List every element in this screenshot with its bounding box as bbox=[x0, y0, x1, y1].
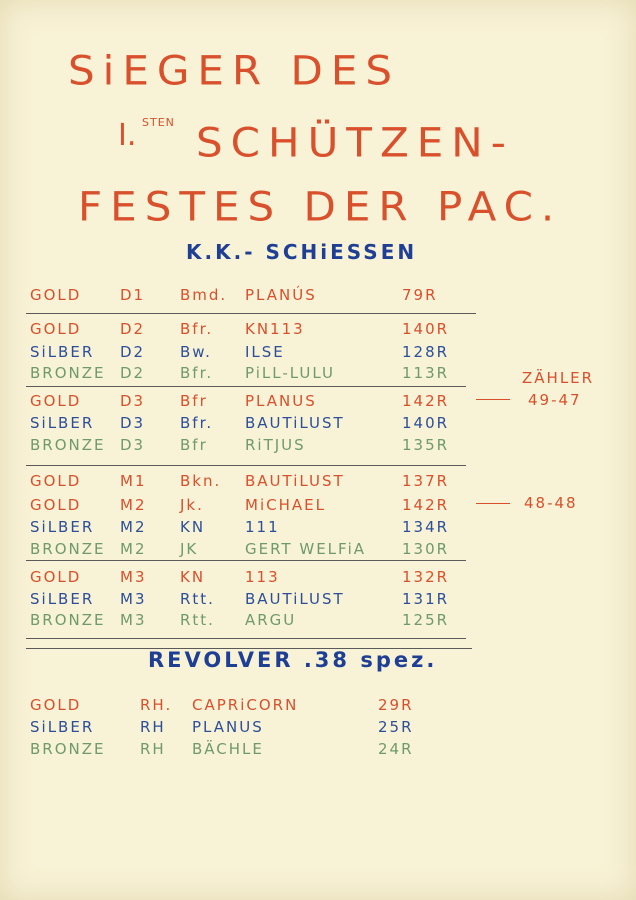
medal-label: GOLD bbox=[30, 472, 82, 490]
class-label: M3 bbox=[120, 568, 147, 586]
rank-label: Bfr bbox=[180, 436, 208, 454]
result-row bbox=[0, 472, 470, 494]
group-divider bbox=[26, 560, 466, 561]
score-value: 79R bbox=[402, 286, 438, 304]
rank-label: Rtt. bbox=[180, 590, 215, 608]
note-dash-1 bbox=[476, 399, 510, 400]
medal-label: GOLD bbox=[30, 392, 82, 410]
kk-heading: K.K.- SCHiESSEN bbox=[186, 240, 418, 264]
medal-label: SiLBER bbox=[30, 718, 95, 736]
shooter-name: BAUTiLUST bbox=[245, 414, 345, 432]
shooter-name: PiLL-LULU bbox=[245, 364, 335, 382]
shooter-name: RiTJUS bbox=[245, 436, 306, 454]
rank-label: Bmd. bbox=[180, 286, 228, 304]
rank-label: Bkn. bbox=[180, 472, 222, 490]
result-row bbox=[0, 540, 470, 562]
zaehler-note: ZÄHLER bbox=[522, 369, 595, 387]
result-row bbox=[0, 611, 470, 633]
class-label: D3 bbox=[120, 436, 146, 454]
score-value: 132R bbox=[402, 568, 450, 586]
rank-label: Bfr bbox=[180, 392, 208, 410]
class-label: M3 bbox=[120, 611, 147, 629]
result-row bbox=[0, 364, 470, 386]
score-value: 137R bbox=[402, 472, 450, 490]
shooter-name: PLANUS bbox=[192, 718, 264, 736]
result-row bbox=[0, 392, 470, 414]
medal-label: BRONZE bbox=[30, 540, 106, 558]
medal-label: SiLBER bbox=[30, 343, 95, 361]
result-row bbox=[0, 343, 470, 365]
shooter-name: 113 bbox=[245, 568, 280, 586]
result-row bbox=[0, 286, 470, 308]
shooter-name: BAUTiLUST bbox=[245, 590, 345, 608]
shooter-name: BAUTiLUST bbox=[245, 472, 345, 490]
class-label: M2 bbox=[120, 496, 147, 514]
group-divider bbox=[26, 465, 466, 466]
rank-label: Rtt. bbox=[180, 611, 215, 629]
result-row bbox=[0, 496, 470, 518]
shooter-name: BÄCHLE bbox=[192, 740, 264, 758]
note-49-47: 49-47 bbox=[528, 391, 582, 409]
class-label: D2 bbox=[120, 364, 146, 382]
class-label: M3 bbox=[120, 590, 147, 608]
score-value: 113R bbox=[402, 364, 450, 382]
medal-label: GOLD bbox=[30, 320, 82, 338]
note-dash-2 bbox=[476, 503, 510, 504]
title-line-2: SCHÜTZEN- bbox=[196, 119, 514, 166]
medal-label: BRONZE bbox=[30, 740, 106, 758]
class-label: M1 bbox=[120, 472, 147, 490]
rank-label: KN bbox=[180, 568, 206, 586]
score-value: 130R bbox=[402, 540, 450, 558]
score-value: 142R bbox=[402, 392, 450, 410]
rank-label: RH bbox=[140, 718, 166, 736]
medal-label: SiLBER bbox=[30, 590, 95, 608]
class-label: D1 bbox=[120, 286, 146, 304]
result-row bbox=[0, 436, 470, 458]
result-row bbox=[0, 590, 470, 612]
rank-label: JK bbox=[180, 540, 199, 558]
score-value: 128R bbox=[402, 343, 450, 361]
score-value: 24R bbox=[378, 740, 414, 758]
shooter-name: 111 bbox=[245, 518, 280, 536]
score-value: 125R bbox=[402, 611, 450, 629]
shooter-name: KN113 bbox=[245, 320, 305, 338]
class-label: D2 bbox=[120, 320, 146, 338]
rank-label: Bfr. bbox=[180, 320, 214, 338]
score-value: 135R bbox=[402, 436, 450, 454]
shooter-name: MiCHAEL bbox=[245, 496, 326, 514]
medal-label: BRONZE bbox=[30, 611, 106, 629]
revolver-heading: REVOLVER .38 spez. bbox=[148, 648, 438, 672]
medal-label: SiLBER bbox=[30, 518, 95, 536]
revolver-row bbox=[0, 740, 470, 762]
revolver-row bbox=[0, 696, 470, 718]
medal-label: BRONZE bbox=[30, 364, 106, 382]
score-value: 29R bbox=[378, 696, 414, 714]
medal-label: GOLD bbox=[30, 496, 82, 514]
medal-label: BRONZE bbox=[30, 436, 106, 454]
rank-label: Bfr. bbox=[180, 414, 214, 432]
note-48-48: 48-48 bbox=[524, 494, 578, 512]
rank-label: KN bbox=[180, 518, 206, 536]
shooter-name: PLANÚS bbox=[245, 286, 317, 304]
group-divider bbox=[26, 386, 466, 387]
result-row bbox=[0, 518, 470, 540]
title-roman-numeral: I. bbox=[118, 118, 137, 153]
result-row bbox=[0, 414, 470, 436]
medal-label: GOLD bbox=[30, 696, 82, 714]
medal-label: GOLD bbox=[30, 568, 82, 586]
group-divider bbox=[26, 638, 466, 639]
shooter-name: ILSE bbox=[245, 343, 285, 361]
title-roman-superscript: STEN bbox=[142, 116, 175, 129]
shooter-name: PLANUS bbox=[245, 392, 317, 410]
rank-label: Jk. bbox=[180, 496, 204, 514]
rank-label: RH bbox=[140, 740, 166, 758]
shooter-name: CAPRiCORN bbox=[192, 696, 299, 714]
revolver-row bbox=[0, 718, 470, 740]
score-value: 140R bbox=[402, 320, 450, 338]
shooter-name: GERT WELFiA bbox=[245, 540, 366, 558]
class-label: M2 bbox=[120, 518, 147, 536]
medal-label: GOLD bbox=[30, 286, 82, 304]
class-label: D2 bbox=[120, 343, 146, 361]
result-row bbox=[0, 568, 470, 590]
title-line-3: FESTES DER PAC. bbox=[78, 183, 563, 230]
group-divider bbox=[26, 313, 476, 314]
score-value: 134R bbox=[402, 518, 450, 536]
class-label: D3 bbox=[120, 392, 146, 410]
class-label: M2 bbox=[120, 540, 147, 558]
rank-label: RH. bbox=[140, 696, 173, 714]
score-value: 131R bbox=[402, 590, 450, 608]
medal-label: SiLBER bbox=[30, 414, 95, 432]
title-line-1: SiEGER DES bbox=[68, 47, 401, 94]
rank-label: Bw. bbox=[180, 343, 212, 361]
rank-label: Bfr. bbox=[180, 364, 214, 382]
score-value: 140R bbox=[402, 414, 450, 432]
class-label: D3 bbox=[120, 414, 146, 432]
score-value: 142R bbox=[402, 496, 450, 514]
score-value: 25R bbox=[378, 718, 414, 736]
shooter-name: ARGU bbox=[245, 611, 297, 629]
result-row bbox=[0, 320, 470, 342]
